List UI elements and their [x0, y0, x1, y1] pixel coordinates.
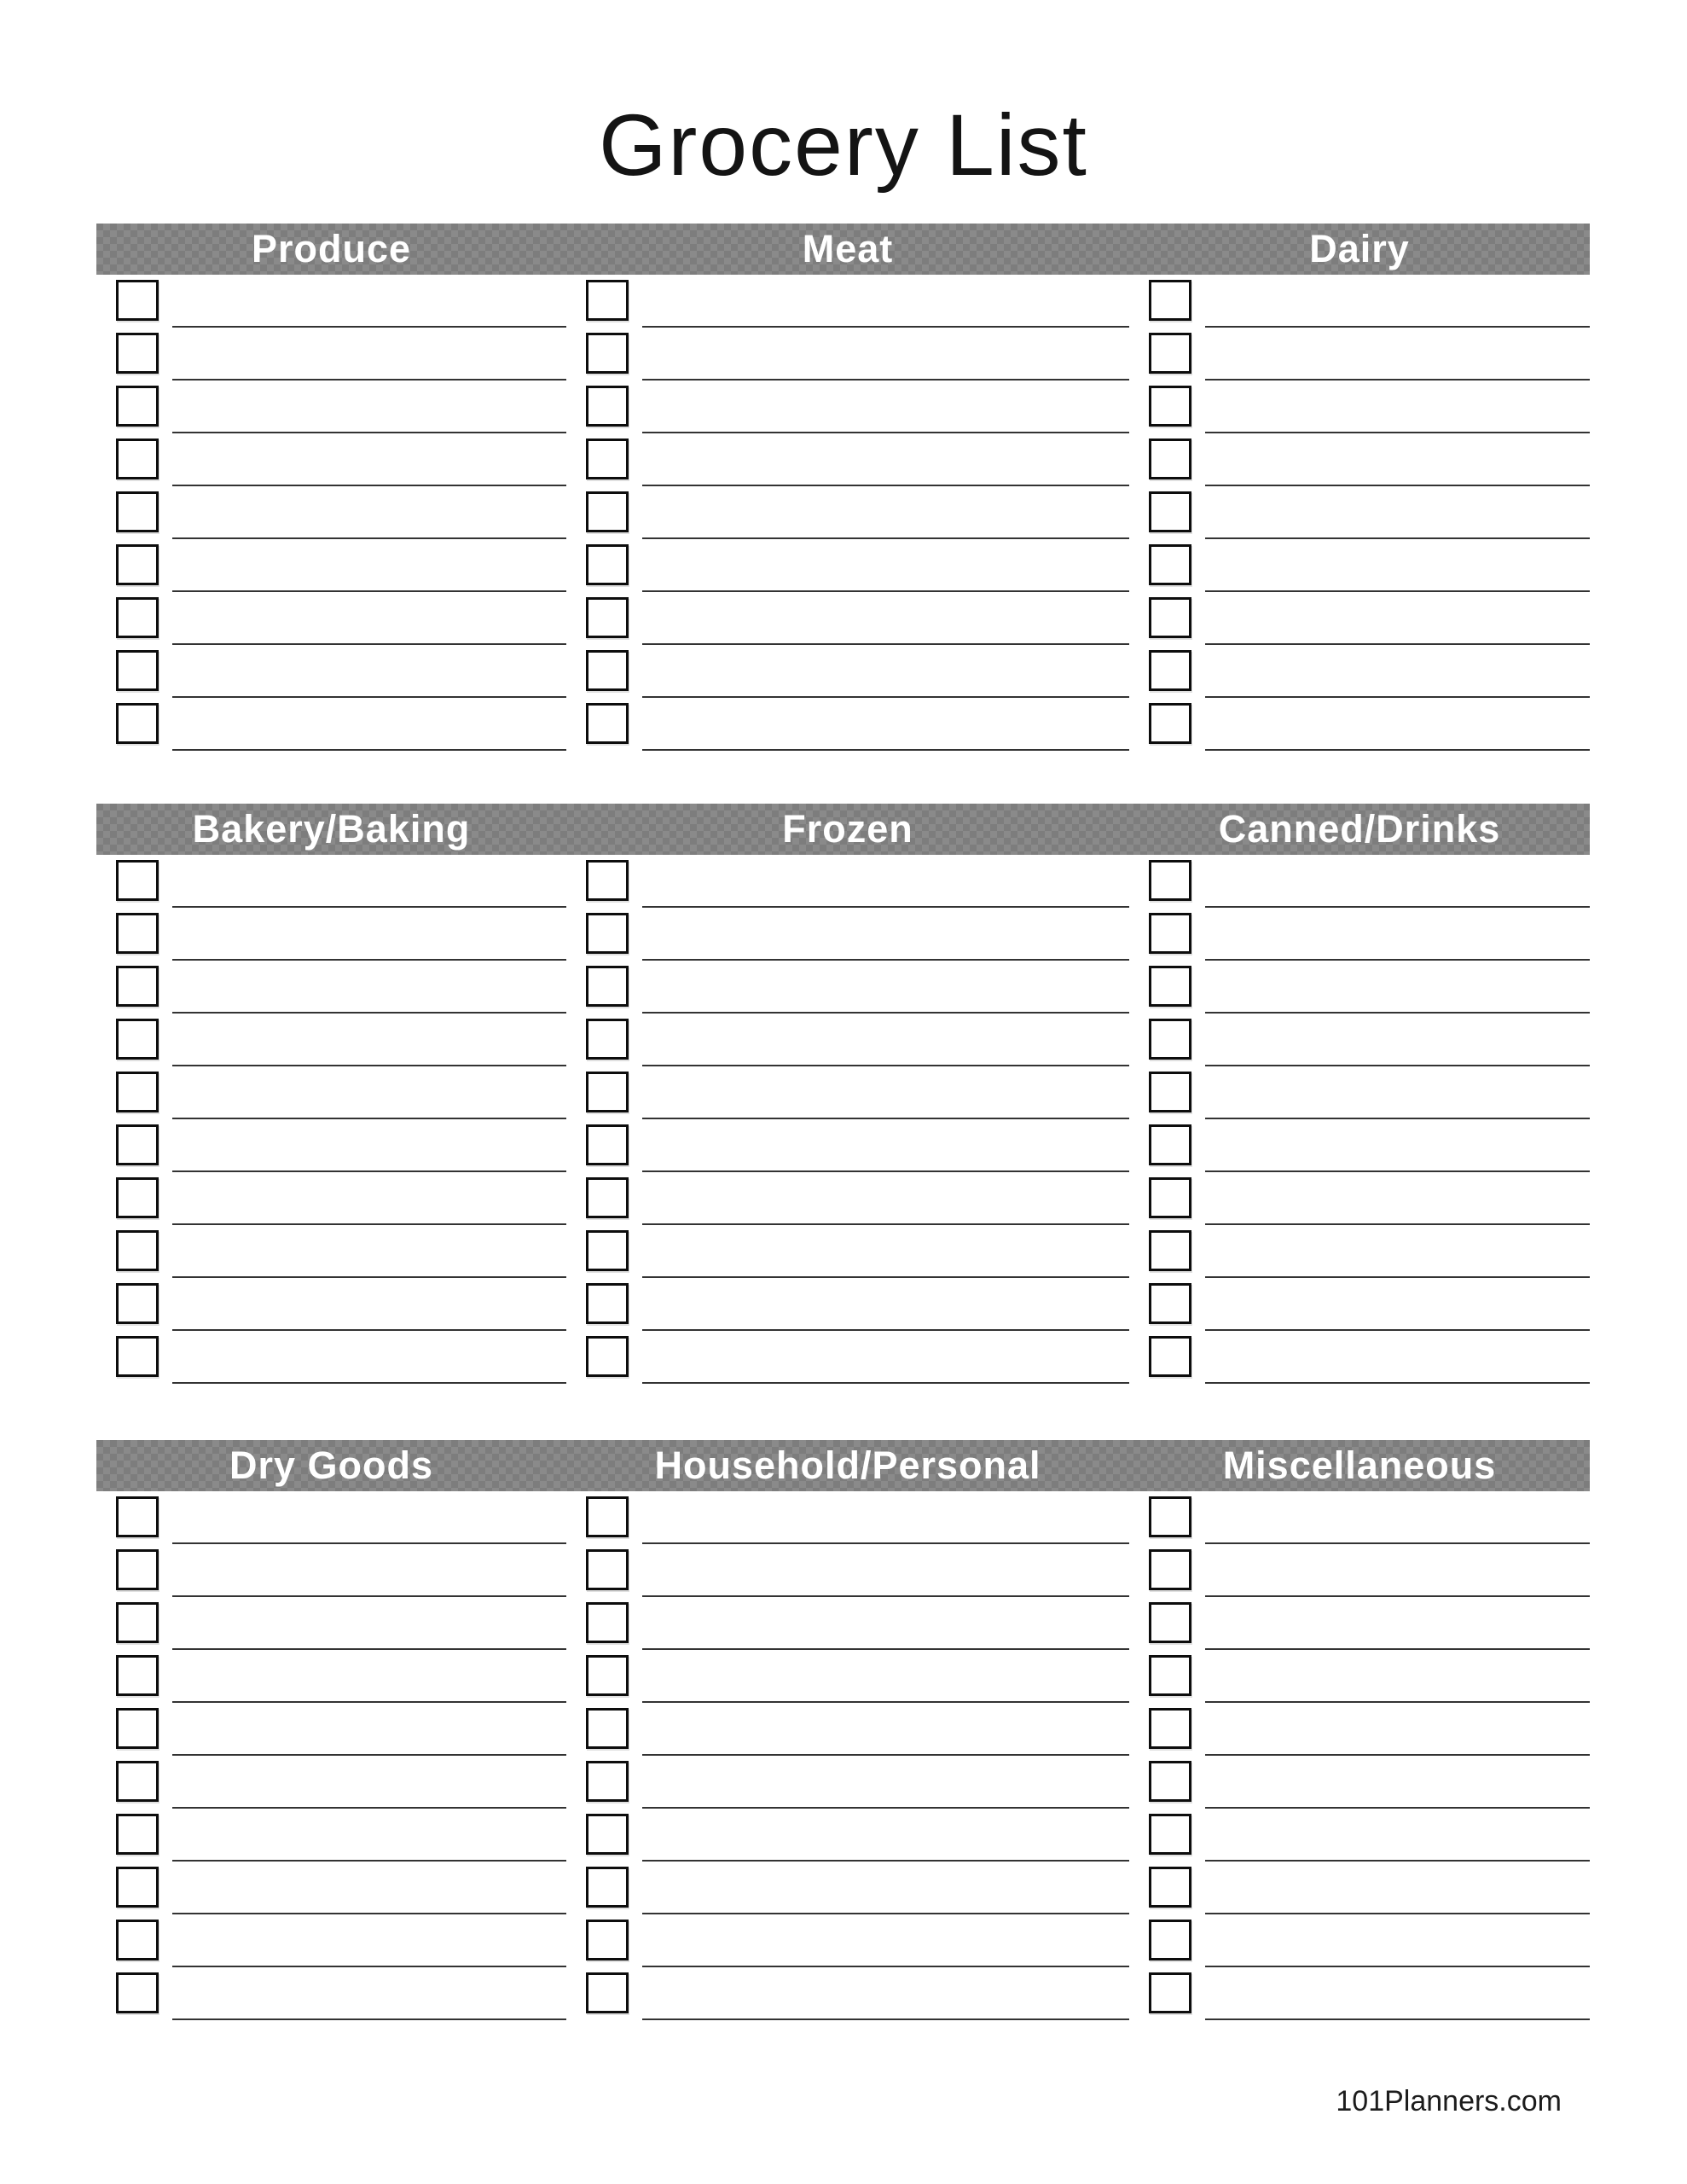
checkbox[interactable]: [1149, 1124, 1191, 1165]
checkbox[interactable]: [586, 1072, 629, 1112]
item-line[interactable]: [172, 275, 566, 328]
item-line[interactable]: [1205, 1491, 1590, 1544]
checkbox[interactable]: [586, 491, 629, 532]
checkbox[interactable]: [586, 280, 629, 321]
checkbox[interactable]: [1149, 1972, 1191, 2013]
category-header-canned-drinks: Canned/Drinks: [1218, 807, 1501, 851]
checkbox[interactable]: [116, 1496, 159, 1537]
checkbox[interactable]: [116, 1867, 159, 1908]
checkbox[interactable]: [1149, 860, 1191, 901]
item-line[interactable]: [642, 592, 1129, 645]
item-line[interactable]: [642, 1914, 1129, 1967]
checkbox[interactable]: [116, 1549, 159, 1590]
item-line[interactable]: [172, 433, 566, 486]
item-line[interactable]: [172, 1703, 566, 1756]
checkbox[interactable]: [586, 703, 629, 744]
checkbox[interactable]: [116, 491, 159, 532]
item-line[interactable]: [172, 1225, 566, 1278]
list-content: [96, 0, 1590, 2184]
page-title: Grocery List: [599, 96, 1088, 194]
checkbox[interactable]: [1149, 1336, 1191, 1377]
checkbox[interactable]: [1149, 280, 1191, 321]
item-line[interactable]: [1205, 1172, 1590, 1225]
item-line[interactable]: [642, 1119, 1129, 1172]
item-line[interactable]: [172, 1597, 566, 1650]
item-line[interactable]: [642, 1862, 1129, 1914]
category-header-meat: Meat: [802, 227, 894, 270]
checkbox[interactable]: [586, 913, 629, 954]
item-line[interactable]: [172, 328, 566, 380]
checkbox[interactable]: [586, 1019, 629, 1060]
item-line[interactable]: [1205, 1225, 1590, 1278]
item-line[interactable]: [172, 855, 566, 908]
checkbox[interactable]: [116, 1124, 159, 1165]
checkbox[interactable]: [116, 1655, 159, 1696]
checkbox[interactable]: [1149, 491, 1191, 532]
checkbox[interactable]: [1149, 1549, 1191, 1590]
item-line[interactable]: [642, 1225, 1129, 1278]
checkbox[interactable]: [116, 1602, 159, 1643]
item-line[interactable]: [1205, 908, 1590, 961]
item-line[interactable]: [1205, 1756, 1590, 1809]
item-line[interactable]: [642, 855, 1129, 908]
checkbox[interactable]: [586, 1496, 629, 1537]
checkbox[interactable]: [1149, 650, 1191, 691]
item-line[interactable]: [642, 1014, 1129, 1066]
checkbox[interactable]: [586, 1177, 629, 1218]
item-line[interactable]: [1205, 1597, 1590, 1650]
category-header-dry-goods: Dry Goods: [229, 1443, 434, 1487]
item-line[interactable]: [642, 486, 1129, 539]
checkbox[interactable]: [116, 650, 159, 691]
item-line[interactable]: [642, 1809, 1129, 1862]
checkbox[interactable]: [1149, 913, 1191, 954]
item-line[interactable]: [1205, 961, 1590, 1014]
checkbox[interactable]: [1149, 1867, 1191, 1908]
item-line[interactable]: [642, 1597, 1129, 1650]
item-line[interactable]: [172, 380, 566, 433]
item-line[interactable]: [642, 961, 1129, 1014]
checkbox[interactable]: [1149, 1920, 1191, 1960]
item-line[interactable]: [172, 539, 566, 592]
checkbox[interactable]: [116, 966, 159, 1007]
item-line[interactable]: [1205, 328, 1590, 380]
category-header-miscellaneous: Miscellaneous: [1222, 1443, 1497, 1487]
checkbox[interactable]: [1149, 1814, 1191, 1855]
item-line[interactable]: [172, 1650, 566, 1703]
item-line[interactable]: [1205, 433, 1590, 486]
item-line[interactable]: [642, 1544, 1129, 1597]
checkbox[interactable]: [116, 703, 159, 744]
item-line[interactable]: [172, 1119, 566, 1172]
item-line[interactable]: [172, 1914, 566, 1967]
item-line[interactable]: [172, 1862, 566, 1914]
item-line[interactable]: [1205, 698, 1590, 751]
checkbox[interactable]: [586, 860, 629, 901]
item-line[interactable]: [642, 1278, 1129, 1331]
checkbox[interactable]: [116, 1177, 159, 1218]
item-line[interactable]: [642, 380, 1129, 433]
item-line[interactable]: [172, 961, 566, 1014]
checkbox[interactable]: [116, 544, 159, 585]
checkbox[interactable]: [116, 280, 159, 321]
item-line[interactable]: [642, 328, 1129, 380]
checkbox[interactable]: [586, 1230, 629, 1271]
item-line[interactable]: [1205, 592, 1590, 645]
checkbox[interactable]: [586, 1761, 629, 1802]
checkbox[interactable]: [586, 1867, 629, 1908]
checkbox[interactable]: [1149, 1708, 1191, 1749]
item-line[interactable]: [1205, 1809, 1590, 1862]
item-line[interactable]: [1205, 645, 1590, 698]
checkbox[interactable]: [1149, 597, 1191, 638]
checkbox[interactable]: [1149, 1761, 1191, 1802]
section-header-band: [96, 1440, 1590, 1491]
checkbox[interactable]: [1149, 1019, 1191, 1060]
checkbox[interactable]: [586, 1549, 629, 1590]
checkbox[interactable]: [1149, 1602, 1191, 1643]
checkbox[interactable]: [116, 386, 159, 427]
checkbox[interactable]: [1149, 544, 1191, 585]
checkbox[interactable]: [116, 1814, 159, 1855]
item-line[interactable]: [172, 645, 566, 698]
checkbox[interactable]: [586, 544, 629, 585]
checkbox[interactable]: [116, 860, 159, 901]
item-line[interactable]: [1205, 1331, 1590, 1384]
checkbox[interactable]: [1149, 1230, 1191, 1271]
item-line[interactable]: [1205, 380, 1590, 433]
item-line[interactable]: [642, 275, 1129, 328]
item-line[interactable]: [1205, 1862, 1590, 1914]
checkbox[interactable]: [116, 913, 159, 954]
checkbox[interactable]: [116, 597, 159, 638]
checkbox[interactable]: [116, 1708, 159, 1749]
checkbox[interactable]: [116, 1019, 159, 1060]
item-line[interactable]: [642, 1491, 1129, 1544]
item-line[interactable]: [172, 1544, 566, 1597]
checkbox[interactable]: [116, 333, 159, 374]
item-line[interactable]: [172, 1809, 566, 1862]
checkbox[interactable]: [586, 1602, 629, 1643]
checkbox[interactable]: [1149, 386, 1191, 427]
checkbox[interactable]: [1149, 333, 1191, 374]
checkbox[interactable]: [586, 1283, 629, 1324]
item-line[interactable]: [172, 1756, 566, 1809]
checkbox[interactable]: [1149, 966, 1191, 1007]
checkbox[interactable]: [1149, 1496, 1191, 1537]
item-line[interactable]: [1205, 1119, 1590, 1172]
item-line[interactable]: [172, 1491, 566, 1544]
checkbox[interactable]: [1149, 1072, 1191, 1112]
item-line[interactable]: [172, 698, 566, 751]
checkbox[interactable]: [586, 1814, 629, 1855]
checkbox[interactable]: [116, 1920, 159, 1960]
item-line[interactable]: [1205, 1066, 1590, 1119]
category-header-dairy: Dairy: [1309, 227, 1410, 270]
item-line[interactable]: [172, 1278, 566, 1331]
checkbox[interactable]: [1149, 1177, 1191, 1218]
item-line[interactable]: [1205, 1278, 1590, 1331]
item-line[interactable]: [172, 1172, 566, 1225]
checkbox[interactable]: [586, 439, 629, 479]
item-line[interactable]: [1205, 1967, 1590, 2020]
item-line[interactable]: [172, 1331, 566, 1384]
item-line[interactable]: [1205, 1703, 1590, 1756]
checkbox[interactable]: [116, 1230, 159, 1271]
item-line[interactable]: [642, 1703, 1129, 1756]
item-line[interactable]: [1205, 1544, 1590, 1597]
category-header-bakery-baking: Bakery/Baking: [192, 807, 471, 851]
item-line[interactable]: [1205, 539, 1590, 592]
item-line[interactable]: [1205, 486, 1590, 539]
item-line[interactable]: [1205, 1014, 1590, 1066]
category-header-household-personal: Household/Personal: [654, 1443, 1041, 1487]
item-line[interactable]: [172, 486, 566, 539]
item-line[interactable]: [642, 645, 1129, 698]
checkbox[interactable]: [586, 1920, 629, 1960]
checkbox[interactable]: [116, 439, 159, 479]
item-line[interactable]: [1205, 1650, 1590, 1703]
item-line[interactable]: [642, 698, 1129, 751]
item-line[interactable]: [642, 1066, 1129, 1119]
item-line[interactable]: [172, 1967, 566, 2020]
footer-site-text: 101Planners.com: [1336, 2085, 1562, 2117]
checkbox[interactable]: [586, 650, 629, 691]
section-header-band: [96, 224, 1590, 275]
item-line[interactable]: [642, 539, 1129, 592]
checkbox[interactable]: [1149, 1283, 1191, 1324]
checkbox[interactable]: [586, 333, 629, 374]
item-line[interactable]: [642, 1650, 1129, 1703]
item-line[interactable]: [1205, 1914, 1590, 1967]
checkbox[interactable]: [586, 966, 629, 1007]
item-line[interactable]: [1205, 855, 1590, 908]
section-header-band: [96, 804, 1590, 855]
checkbox[interactable]: [586, 1336, 629, 1377]
item-line[interactable]: [642, 1967, 1129, 2020]
category-header-produce: Produce: [251, 227, 412, 270]
checkbox[interactable]: [1149, 703, 1191, 744]
checkbox[interactable]: [116, 1336, 159, 1377]
item-line[interactable]: [172, 1014, 566, 1066]
item-line[interactable]: [1205, 275, 1590, 328]
item-line[interactable]: [172, 592, 566, 645]
checkbox[interactable]: [586, 386, 629, 427]
checkbox[interactable]: [116, 1072, 159, 1112]
item-line[interactable]: [642, 1172, 1129, 1225]
checkbox[interactable]: [116, 1761, 159, 1802]
item-line[interactable]: [642, 433, 1129, 486]
item-line[interactable]: [642, 908, 1129, 961]
checkbox[interactable]: [1149, 1655, 1191, 1696]
checkbox[interactable]: [1149, 439, 1191, 479]
category-header-frozen: Frozen: [782, 807, 913, 851]
item-line[interactable]: [642, 1331, 1129, 1384]
checkbox[interactable]: [586, 597, 629, 638]
checkbox[interactable]: [586, 1708, 629, 1749]
checkbox[interactable]: [116, 1972, 159, 2013]
item-line[interactable]: [642, 1756, 1129, 1809]
checkbox[interactable]: [116, 1283, 159, 1324]
checkbox[interactable]: [586, 1655, 629, 1696]
checkbox[interactable]: [586, 1124, 629, 1165]
checkbox[interactable]: [586, 1972, 629, 2013]
item-line[interactable]: [172, 908, 566, 961]
item-line[interactable]: [172, 1066, 566, 1119]
